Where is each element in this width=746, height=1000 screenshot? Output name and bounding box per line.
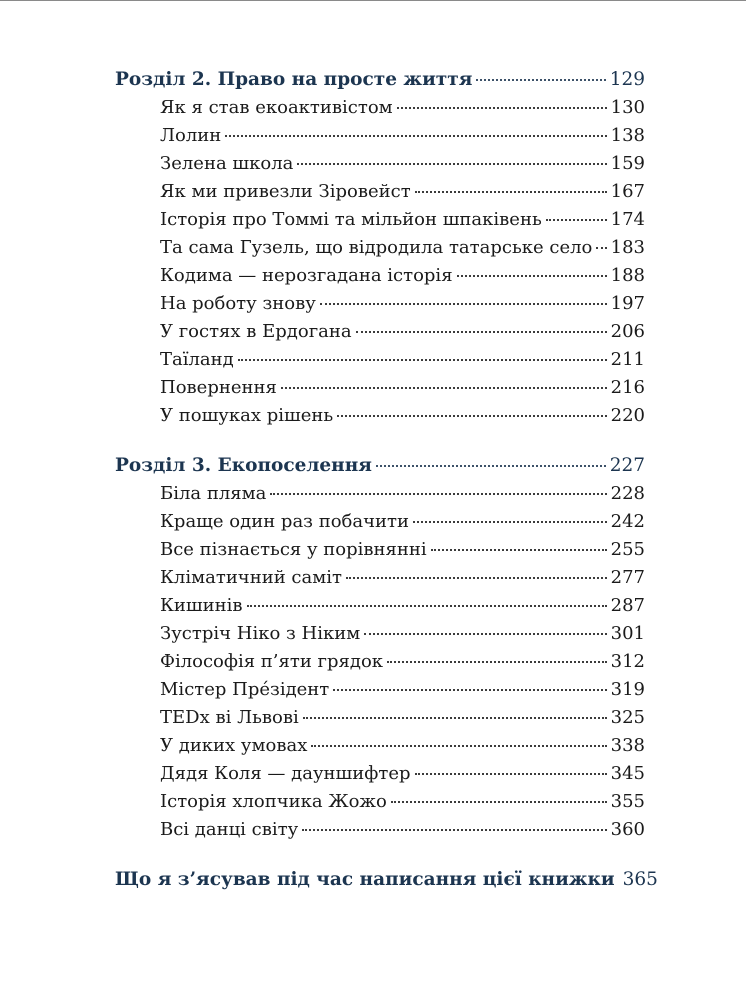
toc-section-heading[interactable]	[115, 66, 645, 94]
dot-leader	[320, 301, 607, 305]
page-number: 360	[610, 819, 645, 840]
entry-title: У гостях в Ердогана	[160, 321, 352, 342]
entry-title: Містер Прéзідент	[160, 679, 330, 700]
entry-title: Лолин	[160, 125, 222, 146]
entry-title: Зелена школа	[160, 153, 294, 174]
page-number: 255	[610, 539, 645, 560]
toc-entry[interactable]	[160, 402, 645, 430]
toc-entry[interactable]	[160, 94, 645, 122]
entry-title: Філософія п’яти грядок	[160, 651, 384, 672]
page-number: 216	[610, 377, 645, 398]
toc-entry[interactable]	[160, 536, 645, 564]
dot-leader	[247, 603, 607, 607]
page-number: 130	[610, 97, 645, 118]
section-title: Розділ 3. Екопоселення	[115, 455, 372, 476]
toc-entry[interactable]	[160, 676, 645, 704]
entry-title: Історія хлопчика Жожо	[160, 791, 387, 812]
toc-entry[interactable]	[160, 178, 645, 206]
dot-leader	[238, 357, 607, 361]
page-number: 365	[622, 869, 658, 890]
toc-entry[interactable]	[160, 290, 645, 318]
entry-title: TEDx ві Львові	[160, 707, 299, 728]
toc-entry[interactable]	[160, 788, 645, 816]
toc-section-heading[interactable]	[115, 452, 645, 480]
page-number: 174	[610, 209, 645, 230]
entry-title: Краще один раз побачити	[160, 511, 409, 532]
page-number: 220	[610, 405, 645, 426]
entry-title: Всі данці світу	[160, 819, 299, 840]
entry-title: Як ми привезли Зіровейст	[160, 181, 411, 202]
section-title: Що я з’ясував під час написання цієї книжки	[115, 869, 615, 890]
toc-entry[interactable]	[160, 508, 645, 536]
dot-leader	[302, 827, 606, 831]
page-number: 159	[610, 153, 645, 174]
table-of-contents	[115, 66, 658, 894]
dot-leader	[311, 743, 606, 747]
entry-title: Кліматичний саміт	[160, 567, 342, 588]
toc-entry[interactable]	[160, 234, 645, 262]
entry-title: Повернення	[160, 377, 277, 398]
entry-title: Дядя Коля — дауншифтер	[160, 763, 411, 784]
toc-entry[interactable]	[160, 732, 645, 760]
toc-entry[interactable]	[160, 760, 645, 788]
section-spacer	[115, 844, 645, 866]
dot-leader	[457, 273, 607, 277]
dot-leader	[376, 463, 606, 467]
section-spacer	[115, 430, 645, 452]
toc-entry[interactable]	[160, 620, 645, 648]
dot-leader	[415, 771, 607, 775]
dot-leader	[397, 105, 607, 109]
toc-entry[interactable]	[160, 648, 645, 676]
dot-leader	[364, 631, 606, 635]
entry-title: Кодима — нерозгадана історія	[160, 265, 453, 286]
toc-entry[interactable]	[160, 122, 645, 150]
entry-title: Та сама Гузель, що відродила татарське село	[160, 237, 593, 258]
entry-title: На роботу знову	[160, 293, 316, 314]
toc-entry[interactable]	[160, 816, 645, 844]
section-title: Розділ 2. Право на просте життя	[115, 69, 473, 90]
dot-leader	[281, 385, 607, 389]
page-number: 138	[610, 125, 645, 146]
page-number: 338	[610, 735, 645, 756]
page-number: 129	[609, 69, 645, 90]
dot-leader	[303, 715, 607, 719]
entry-title: У диких умовах	[160, 735, 308, 756]
page-number: 228	[610, 483, 645, 504]
dot-leader	[356, 329, 607, 333]
page-number: 355	[610, 791, 645, 812]
dot-leader	[391, 799, 607, 803]
toc-entry[interactable]	[160, 346, 645, 374]
toc-section-heading[interactable]	[115, 866, 658, 894]
page-number: 312	[610, 651, 645, 672]
entry-title: Таїланд	[160, 349, 234, 370]
dot-leader	[333, 687, 606, 691]
page-number: 287	[610, 595, 645, 616]
toc-entry[interactable]	[160, 564, 645, 592]
entry-title: Все пізнається у порівнянні	[160, 539, 427, 560]
page-number: 227	[609, 455, 645, 476]
page-number: 167	[610, 181, 645, 202]
dot-leader	[297, 161, 606, 165]
dot-leader	[546, 217, 607, 221]
page-number: 183	[610, 237, 645, 258]
entry-title: Біла пляма	[160, 483, 267, 504]
toc-entry[interactable]	[160, 374, 645, 402]
page-number: 301	[610, 623, 645, 644]
toc-entry[interactable]	[160, 704, 645, 732]
dot-leader	[476, 77, 605, 81]
entry-title: Як я став екоактивістом	[160, 97, 393, 118]
dot-leader	[596, 245, 606, 249]
entry-title: Кишинів	[160, 595, 243, 616]
page-number: 211	[610, 349, 645, 370]
entry-title: Історія про Томмі та мільйон шпаківень	[160, 209, 542, 230]
dot-leader	[431, 547, 607, 551]
toc-entry[interactable]	[160, 206, 645, 234]
page-number: 345	[610, 763, 645, 784]
toc-entry[interactable]	[160, 318, 645, 346]
dot-leader	[270, 491, 606, 495]
entry-title: Зустріч Ніко з Ніким	[160, 623, 361, 644]
page-top-border	[0, 0, 746, 1]
dot-leader	[337, 413, 606, 417]
toc-entry[interactable]	[160, 480, 645, 508]
toc-entry[interactable]	[160, 150, 645, 178]
dot-leader	[415, 189, 607, 193]
entry-title: У пошуках рішень	[160, 405, 334, 426]
page-number: 206	[610, 321, 645, 342]
dot-leader	[225, 133, 606, 137]
page-number: 325	[610, 707, 645, 728]
page-number: 188	[610, 265, 645, 286]
dot-leader	[346, 575, 607, 579]
toc-entry[interactable]	[160, 262, 645, 290]
dot-leader	[387, 659, 607, 663]
toc-entry[interactable]	[160, 592, 645, 620]
page-number: 242	[610, 511, 645, 532]
page-number: 319	[610, 679, 645, 700]
page-number: 277	[610, 567, 645, 588]
page-number: 197	[610, 293, 645, 314]
dot-leader	[413, 519, 607, 523]
